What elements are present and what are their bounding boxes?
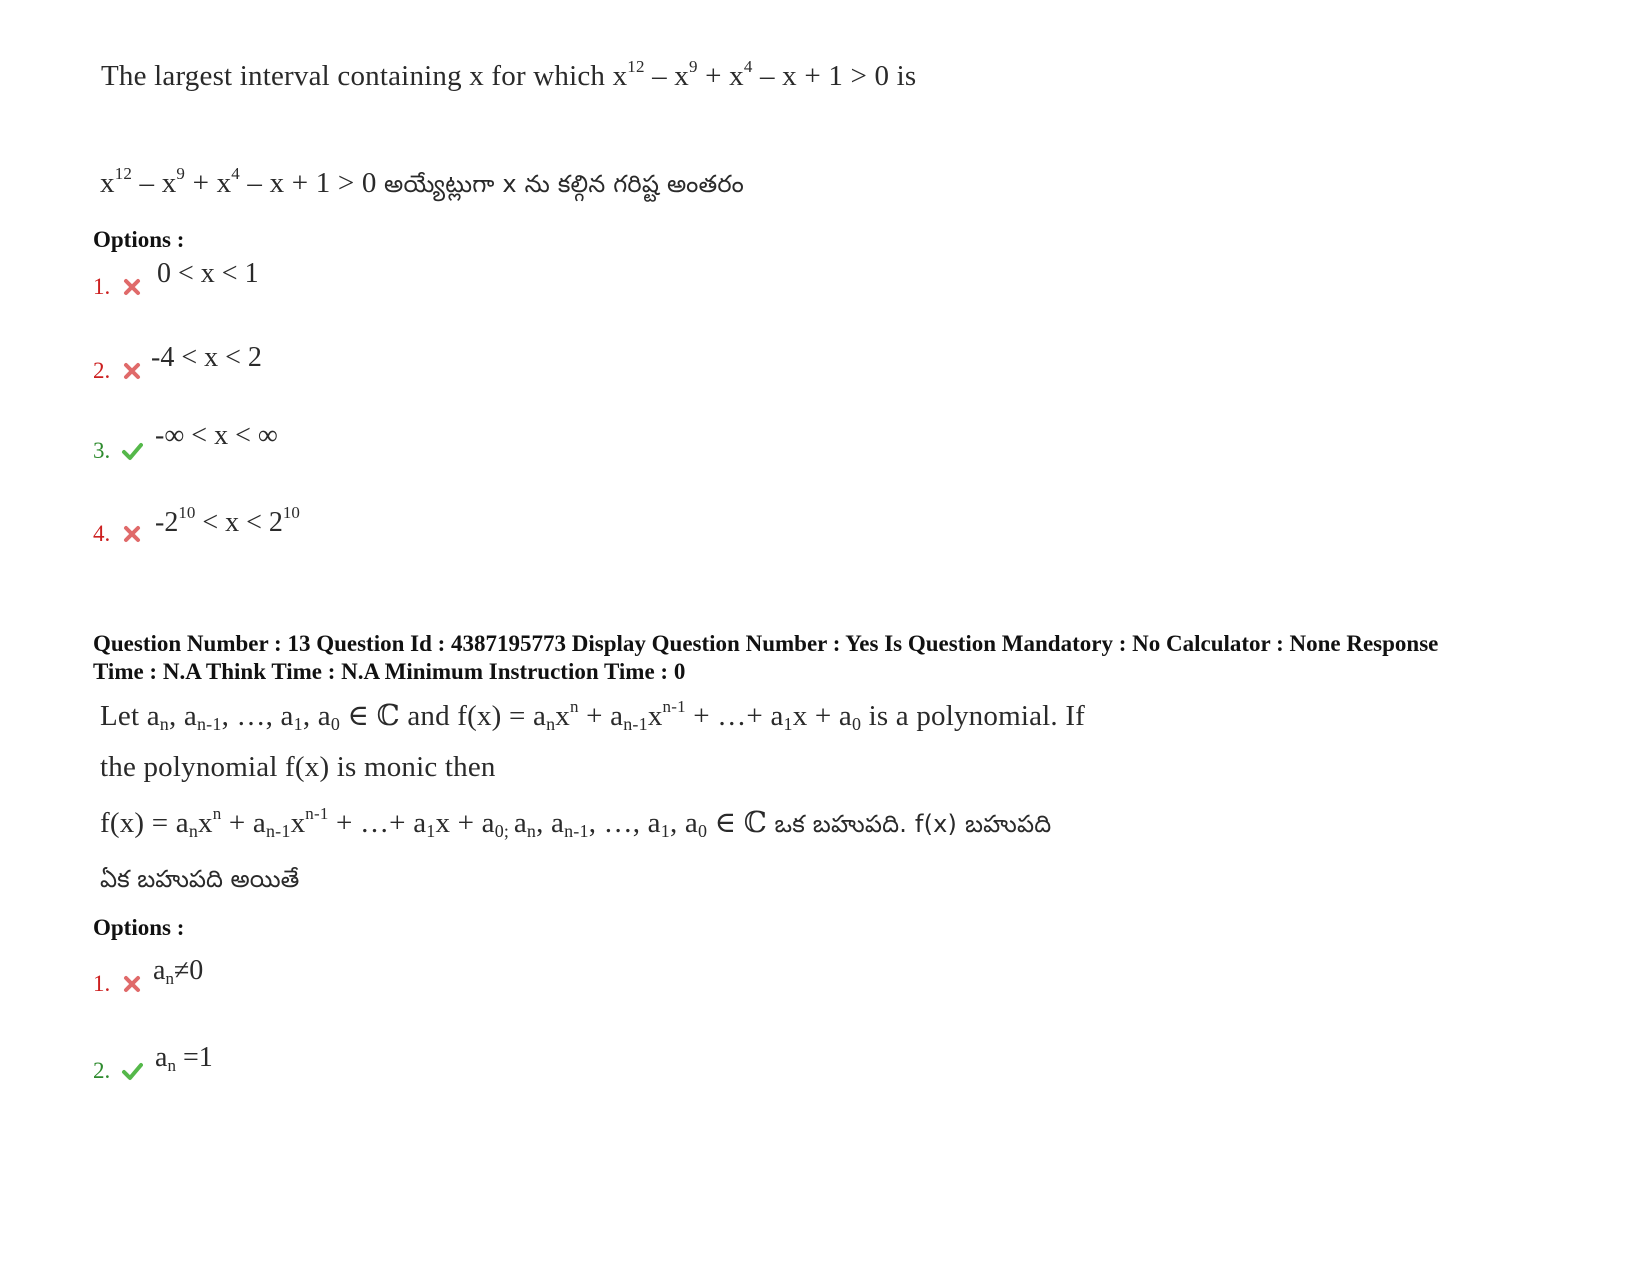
check-icon <box>121 1060 143 1082</box>
options-heading: Options : <box>93 915 185 940</box>
option-3: 3. -∞ < x < ∞ <box>93 420 278 463</box>
check-icon <box>121 440 143 462</box>
question-12-text: The largest interval containing x for which $x^{12} - x^9 + x^4 - x + 1 > 0$ is <box>101 57 917 92</box>
question-13-meta: Question Number : 13 Question Id : 4387195773 Display Question Number : Yes Is Question Mandatory : No Calculator : None Response Time : N.A Think Time : N.A Minimum Instruction Time : 0 <box>93 631 1439 684</box>
question-13-telugu-line2: ఏక బహుపది అయితే <box>100 865 300 893</box>
option-4: 4. $-2^{10} < x < 2^{10}$ <box>93 503 300 546</box>
option-2: 2. -4 < x < 2 <box>93 342 262 383</box>
wrong-icon <box>121 276 143 298</box>
option-1: 1. 0 < x < 1 <box>93 258 259 299</box>
option-2: 2. $a_n =1$ <box>93 1042 213 1083</box>
question-13-text-line2: the polynomial f(x) is monic then <box>100 751 496 783</box>
wrong-icon <box>121 523 143 545</box>
question-13-text-line1: Let $a_n$, $a_{n-1}$, …, $a_1$, $a_0$ ∈ ℂ and $f(x) = a_nx^n + a_{n-1}x^{n-1}$ + …+ $a_1x + a_0$ is a polynomial. If <box>100 697 1086 734</box>
question-13-telugu-line1: $f(x) = a_nx^n + a_{n-1}x^{n-1}$ + …+ $a_1x + a_{0;}$ $a_n$, $a_{n-1}$, …, $a_1$, $a_0$ ∈ ℂ ఒక బహుపది. f(x) బహుపది <box>100 804 1052 841</box>
wrong-icon <box>121 973 143 995</box>
wrong-icon <box>121 360 143 382</box>
question-12-telugu-text: $x^{12} - x^9 + x^4 - x + 1 > 0$ అయ్యేట్లుగా x ను కల్గిన గరిష్ట అంతరం <box>100 164 745 199</box>
options-heading: Options : <box>93 227 185 252</box>
option-1: 1. $a_n\ne 0$ <box>93 955 204 996</box>
